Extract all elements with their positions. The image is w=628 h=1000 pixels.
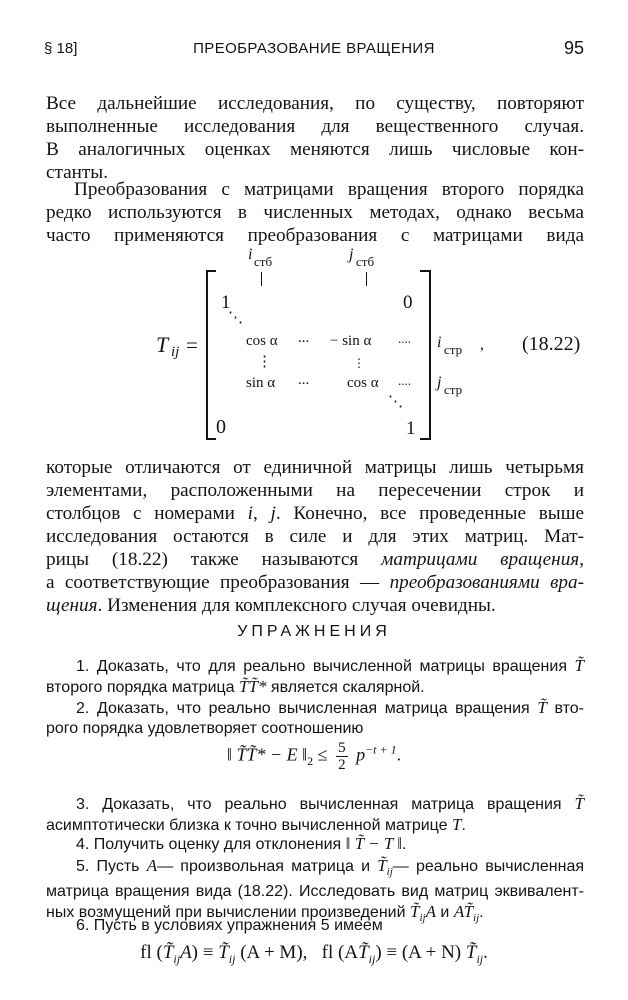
- text-fragment: fl (: [140, 942, 163, 963]
- text-line: выполненные исследования для вещественного случая.: [46, 116, 584, 137]
- math-i: i: [247, 503, 253, 524]
- exercises-heading: УПРАЖНЕНИЯ: [237, 623, 391, 640]
- text-line: исследования остаются в силе и для этих матриц. Мат-: [46, 526, 584, 547]
- lhs-T: T: [156, 332, 169, 357]
- fl-equation: [0, 942, 628, 967]
- exercise-2: [46, 698, 584, 739]
- hdots-1: ...: [298, 330, 310, 346]
- right-bracket-top: [420, 270, 430, 272]
- text-fragment: а соответствующие преобразования —: [46, 572, 380, 593]
- text-fragment: — произвольная матрица и: [157, 858, 371, 875]
- inequality-equation: [0, 740, 628, 773]
- row-sub-j: стр: [444, 382, 463, 397]
- text-fragment: 2. Доказать, что реально вычисленная матрица вращения: [76, 700, 530, 717]
- math-subscript: ij: [173, 951, 181, 966]
- diag-dots-1: ⋱: [228, 310, 243, 326]
- base-p: p: [356, 744, 366, 765]
- math-T-tilde: T̃: [574, 794, 585, 813]
- text-line: [46, 834, 584, 855]
- text-fragment: fl (A: [321, 942, 359, 963]
- text-line: редко используются в численных методах, однако весьма: [46, 202, 584, 223]
- exercise-6: [46, 916, 584, 936]
- col-sub-i: стб: [254, 254, 273, 269]
- hdots-row1: ....: [398, 331, 411, 346]
- left-bracket: [206, 270, 208, 440]
- exercise-1: [46, 656, 584, 698]
- right-bracket-bottom: [420, 438, 430, 440]
- math-j: j: [270, 503, 276, 524]
- entry-one-bottom: 1: [406, 418, 416, 439]
- text-fragment: 3. Доказать, что реально вычисленная матрица вращения: [76, 796, 562, 813]
- text-line: элементами, расположенными на пересечении строк и: [46, 480, 584, 501]
- page-number: 95: [563, 38, 584, 58]
- text-fragment: второго порядка матрица: [46, 679, 235, 696]
- period: .: [396, 744, 402, 765]
- period: .: [479, 904, 484, 922]
- math-subscript: ij: [386, 866, 393, 879]
- math-A: A: [180, 942, 192, 963]
- period: .: [461, 817, 466, 834]
- paragraph-1: [46, 92, 584, 184]
- text-fragment: является скалярной.: [270, 679, 425, 696]
- text-line: [46, 502, 584, 525]
- entry-cos-1: cos α: [246, 333, 278, 349]
- text-fragment: ) ≡: [191, 942, 214, 963]
- text-line: Преобразования с матрицами вращения второго порядка: [74, 179, 584, 200]
- math-T-tilde: T̃: [537, 698, 547, 717]
- text-line: [46, 594, 584, 617]
- text-line: [46, 794, 584, 815]
- text-fragment: рицы (18.22) также называются: [46, 549, 359, 570]
- math-subscript: ij: [476, 951, 484, 966]
- entry-one-top: 1: [221, 292, 231, 313]
- text-line: [46, 656, 584, 677]
- text-line: [46, 677, 584, 698]
- math-T-tilde: T̃: [409, 902, 420, 922]
- fraction: [336, 740, 348, 773]
- col-j-marker: [366, 272, 367, 286]
- entry-zero-bottom: 0: [216, 416, 226, 438]
- text-fragment: ) ≡ (A + N): [375, 942, 462, 963]
- right-bracket: [429, 270, 431, 440]
- equals-sign: =: [186, 333, 198, 357]
- le-sign: ≤: [317, 744, 328, 765]
- equation-number: (18.22): [522, 333, 581, 355]
- math-T-tilde: T̃: [574, 656, 584, 675]
- paragraph-3: [46, 456, 584, 617]
- text-line: Все дальнейшие исследования, по существу, повторяют: [46, 93, 584, 114]
- text-fragment: (A + M),: [240, 942, 308, 963]
- left-bracket-top: [206, 270, 216, 272]
- text-fragment: асимптотически близка к точно вычисленной матрице: [46, 817, 448, 834]
- math-TT-star: T̃T̃*: [239, 677, 267, 696]
- text-line: [46, 698, 584, 719]
- row-label-j: j: [437, 374, 442, 391]
- left-bracket-bottom: [206, 438, 216, 440]
- norm-expression: ‖ T̃T̃* − E ‖: [226, 744, 308, 765]
- col-sub-j: стб: [356, 254, 375, 269]
- text-fragment: вто-: [554, 700, 585, 717]
- math-T: T: [452, 815, 462, 834]
- text-line: которые отличаются от единичной матрицы лишь четырьмя: [46, 457, 584, 478]
- hdots-row2: ....: [398, 373, 411, 388]
- exercise-4: [46, 834, 584, 855]
- math-T-tilde: T̃: [218, 942, 229, 963]
- exercise-3: [46, 794, 584, 836]
- text-line: В аналогичных оценках меняются лишь числовые кон-: [46, 139, 584, 160]
- row-label-i: i: [437, 334, 442, 351]
- text-fragment: 1. Доказать, что для реально вычисленной матрицы вращения: [76, 658, 567, 675]
- text-fragment: . Изменения для комплексного случая очевидны.: [97, 595, 496, 616]
- math-T-tilde: T̃: [465, 942, 477, 963]
- text-fragment: . Конечно, все проведенные выше: [275, 503, 584, 524]
- math-T-tilde: T̃: [463, 902, 474, 922]
- rotation-matrix-formula: [0, 240, 628, 450]
- text-fragment: 4. Получить оценку для отклонения: [76, 836, 342, 853]
- math-A: A: [425, 902, 436, 922]
- row-sub-i: стр: [444, 342, 463, 357]
- hdots-2: ...: [298, 372, 310, 388]
- math-subscript: ij: [368, 951, 376, 966]
- math-T-tilde: T̃: [358, 942, 369, 963]
- norm-subscript: 2: [307, 754, 314, 769]
- norm-deviation: ‖ T̃ − T ‖: [345, 834, 402, 853]
- col-i-marker: [261, 272, 262, 286]
- math-A: A: [146, 856, 158, 875]
- section-marker: § 18]: [44, 40, 78, 57]
- text-line: 6. Пусть в условиях упражнения 5 имеем: [76, 917, 383, 934]
- text-fragment: ,: [252, 503, 258, 524]
- text-line: станты.: [46, 162, 108, 183]
- text-fragment: ных возмущений при вычислении произведений: [46, 904, 406, 922]
- fraction-numerator: 5: [338, 740, 346, 756]
- entry-minus-sin: − sin α: [330, 333, 372, 349]
- text-fragment: 5. Пусть: [76, 858, 140, 875]
- chapter-title: ПРЕОБРАЗОВАНИЕ ВРАЩЕНИЯ: [193, 40, 435, 57]
- period: .: [401, 836, 407, 853]
- math-subscript: ij: [228, 951, 236, 966]
- text-fragment: ,: [579, 549, 584, 570]
- col-label-i: i: [248, 246, 253, 263]
- vdots-2: ⋮: [353, 356, 365, 370]
- text-line: часто применяются преобразования с матрицами вида: [46, 225, 584, 246]
- entry-sin: sin α: [246, 375, 276, 391]
- vdots-1: ⋮: [257, 354, 272, 370]
- entry-cos-2: cos α: [347, 375, 379, 391]
- math-T-tilde: T̃: [162, 942, 174, 963]
- text-line: матрица вращения вида (18.22). Исследовать вид матриц эквивалент-: [46, 883, 584, 901]
- diag-dots-2: ⋱: [388, 394, 403, 410]
- math-A: A: [453, 902, 464, 922]
- running-header: [44, 38, 584, 62]
- term-rotation-matrices: матрицами вращения: [381, 549, 580, 570]
- lhs-sub: ij: [171, 344, 180, 360]
- paragraph-2: [46, 178, 584, 247]
- math-subscript: ij: [419, 912, 426, 925]
- fraction-denominator: 2: [338, 757, 346, 773]
- text-line: [46, 856, 584, 882]
- entry-zero-top: 0: [403, 292, 413, 313]
- exponent: −t + 1: [365, 742, 397, 757]
- col-label-j: j: [349, 246, 354, 263]
- term-rotation-transforms: преобразованиями вра-: [389, 572, 584, 593]
- text-line: рого порядка удовлетворяет соотношению: [46, 720, 364, 737]
- row-comma: ,: [480, 336, 484, 353]
- text-fragment: — реально вычисленная: [392, 858, 584, 875]
- term-rotation-transforms-end: щения: [46, 595, 98, 616]
- text-fragment: и: [440, 904, 450, 922]
- period: .: [483, 942, 488, 963]
- text-line: [46, 548, 584, 571]
- math-subscript: ij: [473, 912, 480, 925]
- text-line: [46, 815, 584, 836]
- text-fragment: столбцов с номерами: [46, 503, 235, 524]
- text-line: [46, 571, 584, 594]
- math-T-tilde: T̃: [377, 856, 387, 875]
